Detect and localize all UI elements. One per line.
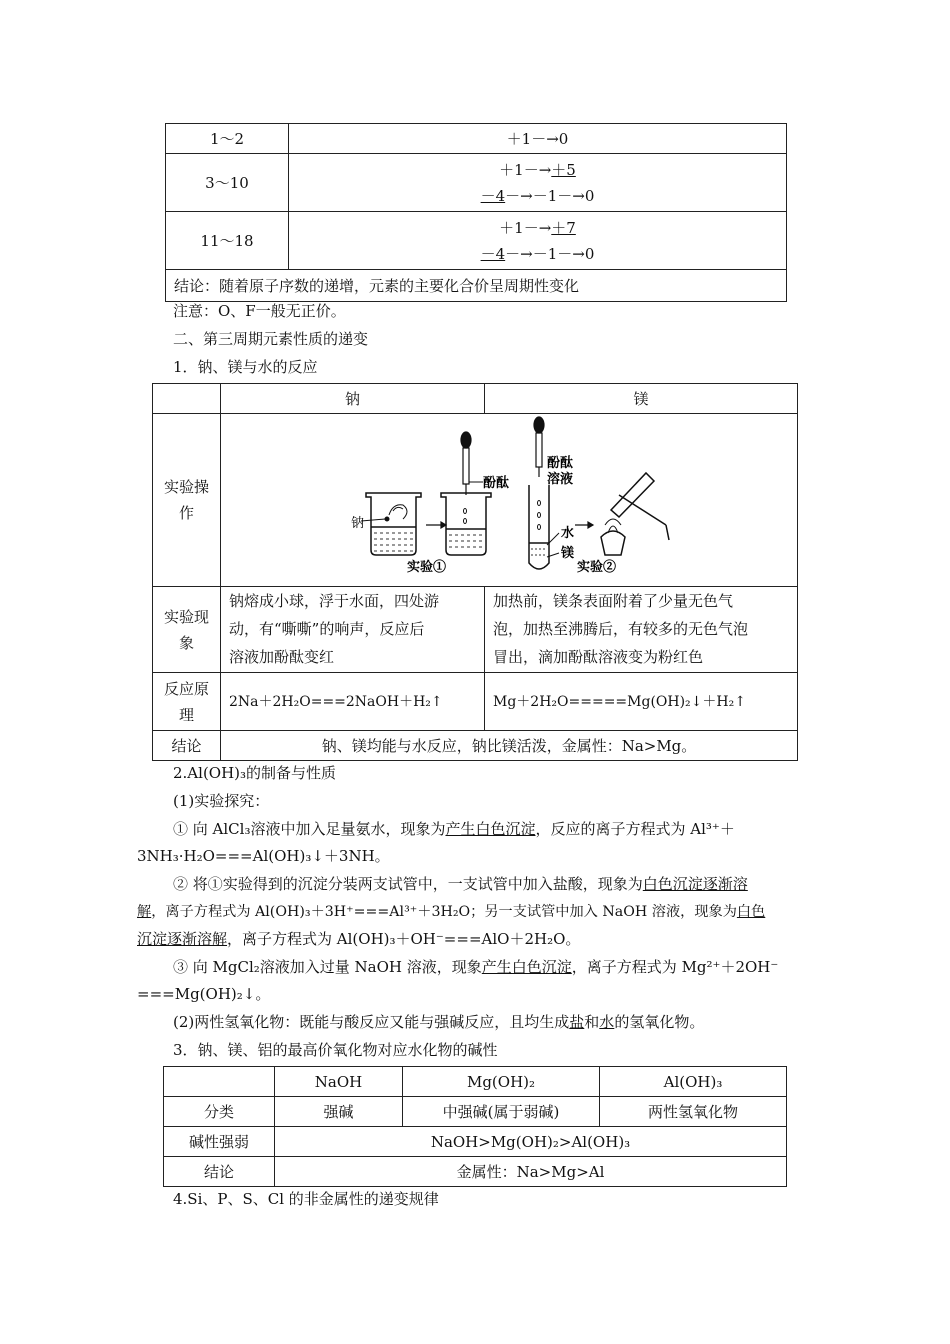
sub1-title: 1．钠、镁与水的反应: [173, 358, 318, 376]
bubbles-1: [464, 508, 467, 523]
valence-conclusion: 结论：随着原子序数的递增，元素的主要化合价呈周期性变化: [166, 270, 787, 302]
test-tube: [529, 485, 549, 569]
label-na: 钠: [351, 515, 365, 531]
experiment-figure: [221, 414, 798, 587]
header-na: 钠: [221, 384, 485, 414]
row-label-op: 实验操作: [153, 414, 221, 587]
valence-value: ＋1－→＋7 －4－→－1－→0: [289, 212, 787, 270]
water-pattern-3: [531, 549, 547, 555]
row-label-conc: 结论: [153, 731, 221, 761]
paragraph-1-cont: 3NH₃·H₂O===Al(OH)₃↓＋3NH。: [137, 847, 390, 865]
corner-cell: [153, 384, 221, 414]
mg-phenomenon: 加热前，镁条表面附着了少量无色气 泡，加热至沸腾后，有较多的无色气泡 冒出，滴加酚酞溶液变为粉红色: [485, 587, 798, 673]
note: 注意：O、F一般无正价。: [173, 302, 346, 320]
na-mg-conclusion: 钠、镁均能与水反应，钠比镁活泼，金属性：Na>Mg。: [221, 731, 798, 761]
paragraph-2: ② 将①实验得到的沉淀分装两支试管中，一支试管中加入盐酸，现象为白色沉淀逐渐溶: [173, 875, 748, 893]
alcohol-lamp: [601, 519, 625, 555]
na-mg-table: [152, 383, 798, 761]
valence-table: [165, 123, 787, 302]
corner-cell: [164, 1067, 275, 1097]
mg-equation: Mg＋2H₂O=====Mg(OH)₂↓＋H₂↑: [485, 673, 798, 731]
sub3-title: 3．钠、镁、铝的最高价氧化物对应水化物的碱性: [173, 1041, 498, 1059]
dropper-1: [461, 432, 471, 495]
arrow-1: [426, 522, 446, 528]
paragraph-3: ③ 向 MgCl₂溶液加入过量 NaOH 溶液，现象产生白色沉淀，离子方程式为 Mg²⁺＋2OH⁻: [173, 958, 779, 976]
label-exp1: 实验①: [407, 559, 447, 575]
class-mgoh2: 中强碱(属于弱碱): [403, 1097, 600, 1127]
paragraph-2-cont: 解，离子方程式为 Al(OH)₃＋3H⁺===Al³⁺＋3H₂O；另一支试管中加入 NaOH 溶液，现象为白色: [137, 904, 766, 920]
row-label-class: 分类: [164, 1097, 275, 1127]
sub4-title: 4.Si、P、S、Cl 的非金属性的递变规律: [173, 1190, 439, 1208]
label-phenol-solution-2: 溶液: [547, 471, 574, 487]
label-exp2: 实验②: [577, 559, 617, 575]
row-label-prin: 反应原理: [153, 673, 221, 731]
paragraph-4: (2)两性氢氧化物：既能与酸反应又能与强碱反应，且均生成盐和水的氢氧化物。: [173, 1013, 705, 1031]
water-pattern-2: [449, 535, 483, 547]
section2-title: 二、第三周期元素性质的递变: [173, 330, 369, 348]
valence-range: 3～10: [166, 154, 289, 212]
header-naoh: NaOH: [275, 1067, 403, 1097]
label-phenol-solution-1: 酚酞: [547, 455, 574, 471]
sub2-1: (1)实验探究：: [173, 792, 270, 810]
paragraph-3-cont: ===Mg(OH)₂↓。: [137, 985, 271, 1003]
water-pattern-1: [374, 533, 413, 551]
base-conclusion: 金属性：Na>Mg>Al: [275, 1157, 787, 1187]
row-label-basicity: 碱性强弱: [164, 1127, 275, 1157]
arrow-2: [575, 522, 593, 528]
na-phenomenon: 钠熔成小球，浮于水面，四处游 动，有“嘶嘶”的响声，反应后 溶液加酚酞变红: [221, 587, 485, 673]
header-mg: 镁: [485, 384, 798, 414]
beaker-2: [441, 493, 491, 555]
paragraph-1: ① 向 AlCl₃溶液中加入足量氨水，现象为产生白色沉淀，反应的离子方程式为 Al³⁺＋: [173, 820, 735, 838]
label-phenol: 酚酞: [483, 475, 510, 491]
valence-range: 11～18: [166, 212, 289, 270]
label-water: 水: [561, 525, 575, 541]
dropper-2: [534, 417, 544, 477]
sub2-title: 2.Al(OH)₃的制备与性质: [173, 764, 337, 782]
paragraph-2-end: 沉淀逐渐溶解，离子方程式为 Al(OH)₃＋OH⁻===AlO＋2H₂O。: [137, 930, 581, 948]
base-table: [163, 1066, 787, 1187]
tilted-test-tube: [611, 473, 669, 540]
apparatus-figure: [221, 415, 797, 586]
label-mg: 镁: [561, 545, 575, 561]
sodium-swirl: [385, 504, 407, 520]
class-naoh: 强碱: [275, 1097, 403, 1127]
header-mgoh2: Mg(OH)₂: [403, 1067, 600, 1097]
row-label-phen: 实验现象: [153, 587, 221, 673]
na-equation: 2Na＋2H₂O===2NaOH＋H₂↑: [221, 673, 485, 731]
valence-value: ＋1－→＋5 －4－→－1－→0: [289, 154, 787, 212]
header-aloh3: Al(OH)₃: [600, 1067, 787, 1097]
beaker-na: [366, 493, 421, 555]
row-label-conclusion: 结论: [164, 1157, 275, 1187]
bubbles-2: [538, 500, 541, 529]
basicity-value: NaOH>Mg(OH)₂>Al(OH)₃: [275, 1127, 787, 1157]
valence-value: ＋1－→0: [289, 124, 787, 154]
valence-range: 1～2: [166, 124, 289, 154]
class-aloh3: 两性氢氧化物: [600, 1097, 787, 1127]
